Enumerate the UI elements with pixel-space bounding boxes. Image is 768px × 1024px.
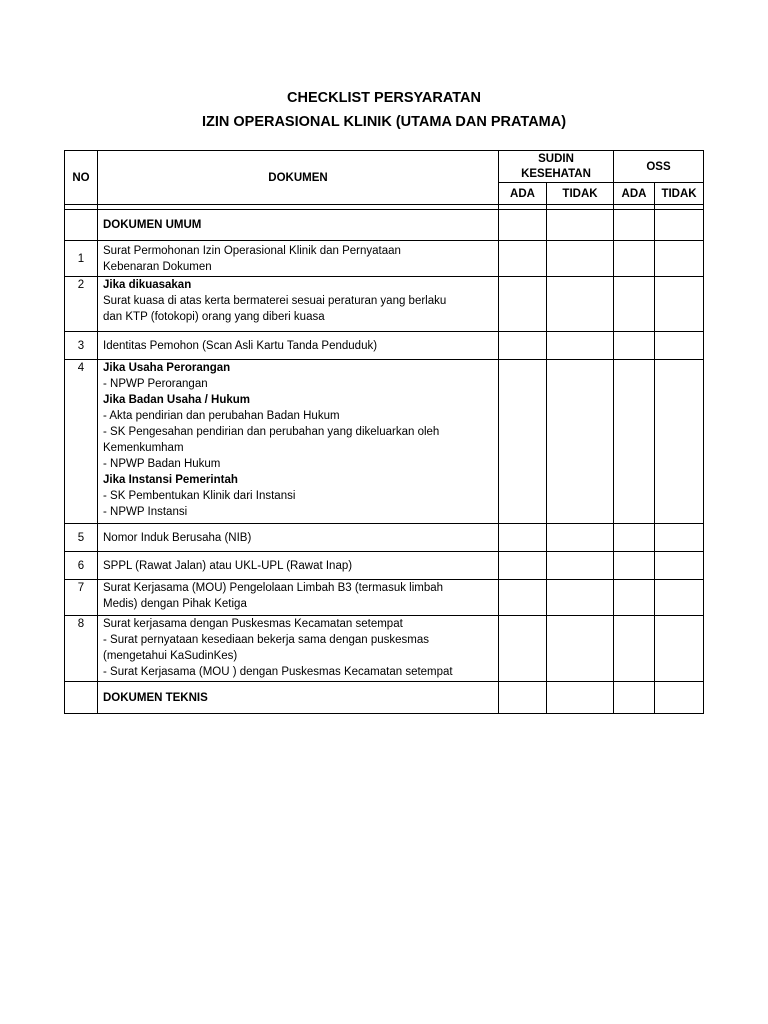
- check-cell[interactable]: [614, 580, 655, 616]
- document-line: Nomor Induk Berusaha (NIB): [103, 531, 252, 544]
- check-cell[interactable]: [655, 277, 704, 332]
- page-title: CHECKLIST PERSYARATAN: [287, 90, 481, 106]
- table-row: [65, 332, 704, 360]
- document-line: - NPWP Badan Hukum: [103, 458, 221, 470]
- document-line: - NPWP Perorangan: [103, 378, 208, 390]
- row-number: 6: [65, 552, 98, 580]
- row-document: [98, 241, 499, 277]
- check-cell[interactable]: [499, 682, 547, 714]
- header-oss-ada: ADA: [614, 183, 655, 205]
- document-line: - Surat Kerjasama (MOU ) dengan Puskesmas Kecamatan setempat: [103, 666, 453, 678]
- document-line: Jika Badan Usaha / Hukum: [103, 394, 250, 406]
- header-sudin-tidak: TIDAK: [547, 183, 614, 205]
- header-oss-tidak: TIDAK: [655, 183, 704, 205]
- check-cell[interactable]: [614, 682, 655, 714]
- header-oss: OSS: [614, 151, 704, 183]
- row-number: 3: [65, 332, 98, 360]
- check-cell[interactable]: [655, 332, 704, 360]
- document-line: dan KTP (fotokopi) orang yang diberi kuasa: [103, 311, 325, 323]
- row-document: [98, 580, 499, 616]
- check-cell[interactable]: [547, 210, 614, 241]
- document-line: Jika dikuasakan: [103, 279, 192, 291]
- check-cell[interactable]: [614, 360, 655, 524]
- check-cell[interactable]: [499, 360, 547, 524]
- document-line: SPPL (Rawat Jalan) atau UKL-UPL (Rawat Inap): [103, 559, 353, 572]
- check-cell[interactable]: [499, 552, 547, 580]
- document-line: - SK Pengesahan pendirian dan perubahan yang dikeluarkan oleh: [103, 426, 440, 438]
- check-cell[interactable]: [614, 524, 655, 552]
- document-line: Surat Permohonan Izin Operasional Klinik dan Pernyataan: [103, 244, 401, 257]
- document-line: Jika Usaha Perorangan: [103, 362, 231, 374]
- check-cell[interactable]: [547, 682, 614, 714]
- check-cell[interactable]: [655, 524, 704, 552]
- document-line: - Akta pendirian dan perubahan Badan Hukum: [103, 410, 340, 422]
- check-cell[interactable]: [547, 616, 614, 682]
- row-document: [98, 360, 499, 524]
- check-cell[interactable]: [655, 552, 704, 580]
- check-cell[interactable]: [547, 277, 614, 332]
- document-line: Jika Instansi Pemerintah: [103, 474, 238, 486]
- table-row: [65, 552, 704, 580]
- row-number: 1: [65, 241, 98, 277]
- document-line: Surat Kerjasama (MOU) Pengelolaan Limbah B3 (termasuk limbah: [103, 582, 444, 594]
- header-dokumen: DOKUMEN: [98, 151, 499, 205]
- check-cell[interactable]: [614, 552, 655, 580]
- check-cell[interactable]: [499, 616, 547, 682]
- table-row: [65, 580, 704, 616]
- row-document: [98, 332, 499, 360]
- check-cell[interactable]: [499, 332, 547, 360]
- check-cell[interactable]: [499, 277, 547, 332]
- check-cell[interactable]: [547, 552, 614, 580]
- checklist-table: [64, 150, 704, 714]
- document-line: - NPWP Instansi: [103, 506, 188, 518]
- page-subtitle: IZIN OPERASIONAL KLINIK (UTAMA DAN PRATAMA): [201, 114, 567, 130]
- check-cell[interactable]: [547, 360, 614, 524]
- row-number: 5: [65, 524, 98, 552]
- check-cell[interactable]: [614, 210, 655, 241]
- row-number: 4: [65, 360, 98, 524]
- check-cell[interactable]: [499, 580, 547, 616]
- check-cell[interactable]: [547, 524, 614, 552]
- check-cell[interactable]: [655, 682, 704, 714]
- document-line: Kebenaran Dokumen: [103, 260, 212, 273]
- check-cell[interactable]: [499, 241, 547, 277]
- document-line: - Surat pernyataan kesediaan bekerja sama dengan puskesmas: [103, 634, 430, 646]
- check-cell[interactable]: [655, 360, 704, 524]
- check-cell[interactable]: [655, 210, 704, 241]
- header-sudin-ada: ADA: [499, 183, 547, 205]
- table-row: [65, 277, 704, 332]
- section-dokumen-teknis: DOKUMEN TEKNIS: [98, 682, 499, 714]
- check-cell[interactable]: [655, 241, 704, 277]
- document-line: Surat kerjasama dengan Puskesmas Kecamatan setempat: [103, 618, 403, 630]
- check-cell[interactable]: [547, 241, 614, 277]
- table-row: [65, 524, 704, 552]
- header-sudin-kesehatan: SUDIN KESEHATAN: [499, 151, 614, 183]
- document-line: - SK Pembentukan Klinik dari Instansi: [103, 490, 296, 502]
- check-cell[interactable]: [614, 241, 655, 277]
- check-cell[interactable]: [614, 616, 655, 682]
- document-line: Kemenkumham: [103, 442, 184, 454]
- check-cell[interactable]: [655, 616, 704, 682]
- header-no: NO: [65, 151, 98, 205]
- table-row: [65, 616, 704, 682]
- row-document: [98, 277, 499, 332]
- document-line: Medis) dengan Pihak Ketiga: [103, 598, 247, 610]
- table-row: [65, 241, 704, 277]
- row-document: [98, 616, 499, 682]
- section-row: [65, 210, 704, 241]
- row-document: [98, 524, 499, 552]
- row-number: 2: [65, 277, 98, 332]
- check-cell[interactable]: [614, 332, 655, 360]
- row-number: 7: [65, 580, 98, 616]
- check-cell[interactable]: [547, 332, 614, 360]
- check-cell[interactable]: [655, 580, 704, 616]
- table-row: [65, 360, 704, 524]
- check-cell[interactable]: [499, 524, 547, 552]
- section-row: [65, 682, 704, 714]
- document-line: Identitas Pemohon (Scan Asli Kartu Tanda Penduduk): [103, 339, 378, 352]
- check-cell[interactable]: [547, 580, 614, 616]
- document-line: (mengetahui KaSudinKes): [103, 650, 238, 662]
- row-number: 8: [65, 616, 98, 682]
- row-document: [98, 552, 499, 580]
- document-line: Surat kuasa di atas kerta bermaterei sesuai peraturan yang berlaku: [103, 295, 447, 307]
- section-dokumen-umum: DOKUMEN UMUM: [98, 210, 499, 241]
- check-cell[interactable]: [614, 277, 655, 332]
- check-cell[interactable]: [499, 210, 547, 241]
